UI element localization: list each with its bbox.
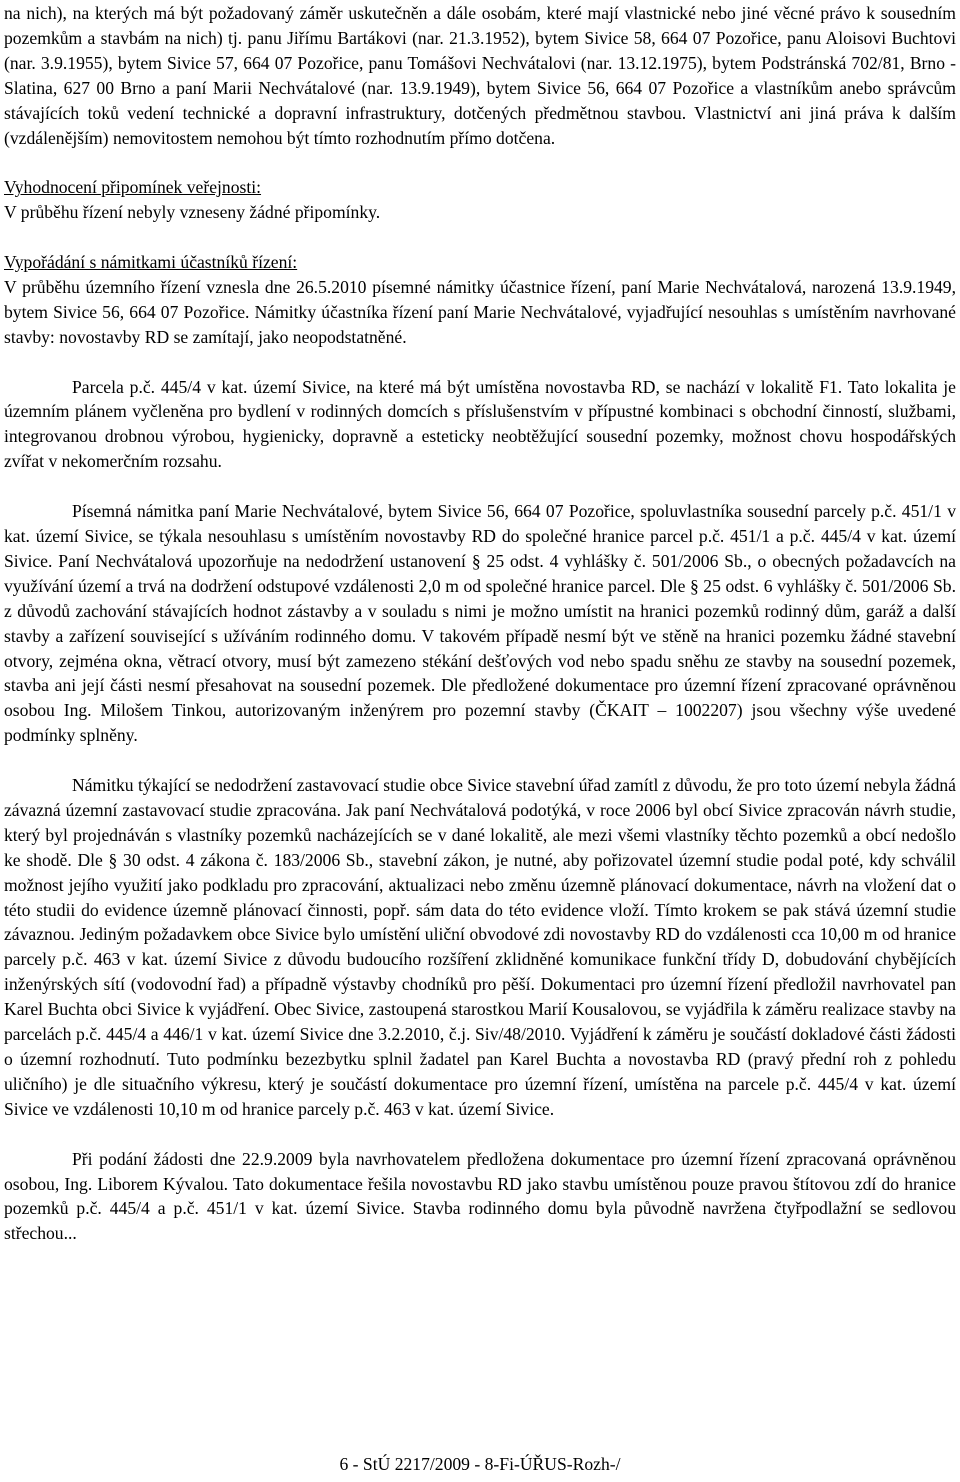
paragraph-neighbours: na nich), na kterých má být požadovaný záměr uskutečněn a dále osobám, které mají vlastnické nebo jiné věcné právo k sousedním pozemkům a stavbám na nich) tj. panu Jiřímu Bartákovi (nar. 21.3.1952), bytem Sivice 58, 664 07 Pozořice, panu Aloisovi Buchtovi (nar. 3.9.1955), bytem Sivice 57, 664 07 Pozořice, panu Tomášovi Nechvátalovi (nar. 13.12.1975), bytem Podstránská 702/81, Brno - Slatina, 627 00 Brno a paní Marii Nechvátalové (nar. 13.9.1949), bytem Sivice 56, 664 07 Pozořice a vlastníkům anebo správcům stávajících toků vedení technické a dopravní infrastruktury, dotčených předmětnou stavbou. Vlastnictví ani jiná práva k dalším (vzdálenějším) nemovitostem nemohou být tímto rozhodnutím přímo dotčena. [4,3,956,148]
document-page [4,1,956,1246]
paragraph-application: Při podání žádosti dne 22.9.2009 byla navrhovatelem předložena dokumentace pro územní řízení zpracovaná oprávněnou osobou, Ing. Liborem Kývalou. Tato dokumentace řešila novostavbu RD jako stavbu umístěnou pouze pravou štítovou zdí do hranice pozemků p.č. 445/4 a p.č. 451/1 v kat. území Sivice. Stavba rodinného domu byla původně navržena čtyřpodlažní se sedlovou střechou... [4,1148,956,1244]
page-footer: 6 - StÚ 2217/2009 - 8-Fi-ÚŘUS-Rozh-/ [339,1454,621,1474]
paragraph-zoning-study: Námitku týkající se nedodržení zastavovací studie obce Sivice stavební úřad zamítl z důvodu, že pro toto území nebyla žádná závazná územní zastavovací studie zpracována. Jak paní Nechvátalová podotýká, v roce 2006 byl obcí Sivice zpracován návrh studie, který byl projednáván s vlastníky pozemků nacházejících se v dané lokalitě, ale mezi všemi vlastníky těchto pozemků a obcí nedošlo ke shodě. Dle § 30 odst. 4 zákona č. 183/2006 Sb., stavební zákon, je nutné, aby pořizovatel územní studie podal poté, kdy schválil možnost jejího využití jako podkladu pro zpracování, aktualizaci nebo změnu územně plánovací dokumentace, návrh na vložení dat o této studii do evidence územně plánovací činnosti, popř. sám data do této evidence vloží. Tímto krokem se pak stává územní studie závaznou. Jediným požadavkem obce Sivice bylo umístění uliční obvodové zdi novostavby RD do vzdálenosti cca 10,00 m od hranice parcely p.č. 463 v kat. území Sivice z důvodu budoucího rozšíření zklidněné komunikace funkční třídy D, dobudování chybějících inženýrských sítí (vodovodní řad) a případně výstavby chodníků pro pěší. Dokumentaci pro územní řízení předložil navrhovatel pan Karel Buchta obci Sivice k vyjádření. Obec Sivice, zastoupená starostkou Marií Kousalovou, se vyjádřila k záměru realizace stavby na parcelách p.č. 445/4 a 446/1 v kat. území Sivice dne 3.2.2010, č.j. Siv/48/2010. Vyjádření k záměru je součástí dokladové části žádosti o územní rozhodnutí. Tuto podmínku bezezbytku splnil žadatel pan Karel Buchta a novostavba RD (pravý přední roh z pohledu uličního) je dle situačního výkresu, který je součástí dokumentace pro územní řízení, umístěna na parcele p.č. 445/4 v kat. území Sivice ve vzdálenosti 10,10 m od hranice parcely p.č. 463 v kat. území Sivice. [4,775,956,1119]
heading-public-comments: Vyhodnocení připomínek veřejnosti: [4,177,262,198]
paragraph-no-comments: V průběhu řízení nebyly vzneseny žádné připomínky. [4,202,381,223]
paragraph-written-objection: Písemná námitka paní Marie Nechvátalové, bytem Sivice 56, 664 07 Pozořice, spoluvlastníka sousední parcely p.č. 451/1 v kat. území Sivice, se týkala nesouhlasu s umístěním novostavby RD do společné hranice parcel p.č. 451/1 a p.č. 445/4 v kat. území Sivice. Paní Nechvátalová upozorňuje na nedodržení ustanovení § 25 odst. 4 vyhlášky č. 501/2006 Sb., o obecných požadavcích na využívání území a trvá na dodržení odstupové vzdálenosti 2,0 m od společné hranice parcel. Dle § 25 odst. 6 vyhlášky č. 501/2006 Sb. z důvodů zachování stávajících hodnot zástavby a v souladu s nimi je možno umístit na hranici pozemků rodinný dům, garáž a další stavby a zařízení související s užíváním rodinného domu. V takovém případě nesmí být ve stěně na hranici pozemku žádné stavební otvory, zejména okna, větrací otvory, musí být zamezeno stékání dešťových vod nebo spadu sněhu ze stavby na sousední pozemek, stavba ani její části nesmí přesahovat na sousední pozemek. Dle předložené dokumentace pro územní řízení zpracované oprávněnou osobou Ing. Milošem Tinkou, autorizovaným inženýrem pro pozemní stavby (ČKAIT – 1002207) jsou všechny výše uvedené podmínky splněny. [4,501,956,746]
paragraph-objection-summary: V průběhu územního řízení vznesla dne 26.5.2010 písemné námitky účastnice řízení, paní Marie Nechvátalová, narozená 13.9.1949, bytem Sivice 56, 664 07 Pozořice. Námitky účastníka řízení paní Marie Nechvátalové, vyjadřující nesouhlas s umístěním navrhované stavby: novostavby RD se zamítají, jako neopodstatněné. [4,276,956,347]
heading-objections: Vypořádání s námitkami účastníků řízení: [4,252,298,273]
paragraph-parcel-location: Parcela p.č. 445/4 v kat. území Sivice, na které má být umístěna novostavba RD, se nachází v lokalitě F1. Tato lokalita je územním plánem vyčleněna pro bydlení v rodinných domcích s příslušenstvím v přípustné kombinaci s obchodní činností, službami, integrovanou drobnou výrobou, hygienicky, dopravně a esteticky neobtěžující sousední pozemky, možnost chovu hospodářských zvířat v nekomerčním rozsahu. [4,376,956,472]
